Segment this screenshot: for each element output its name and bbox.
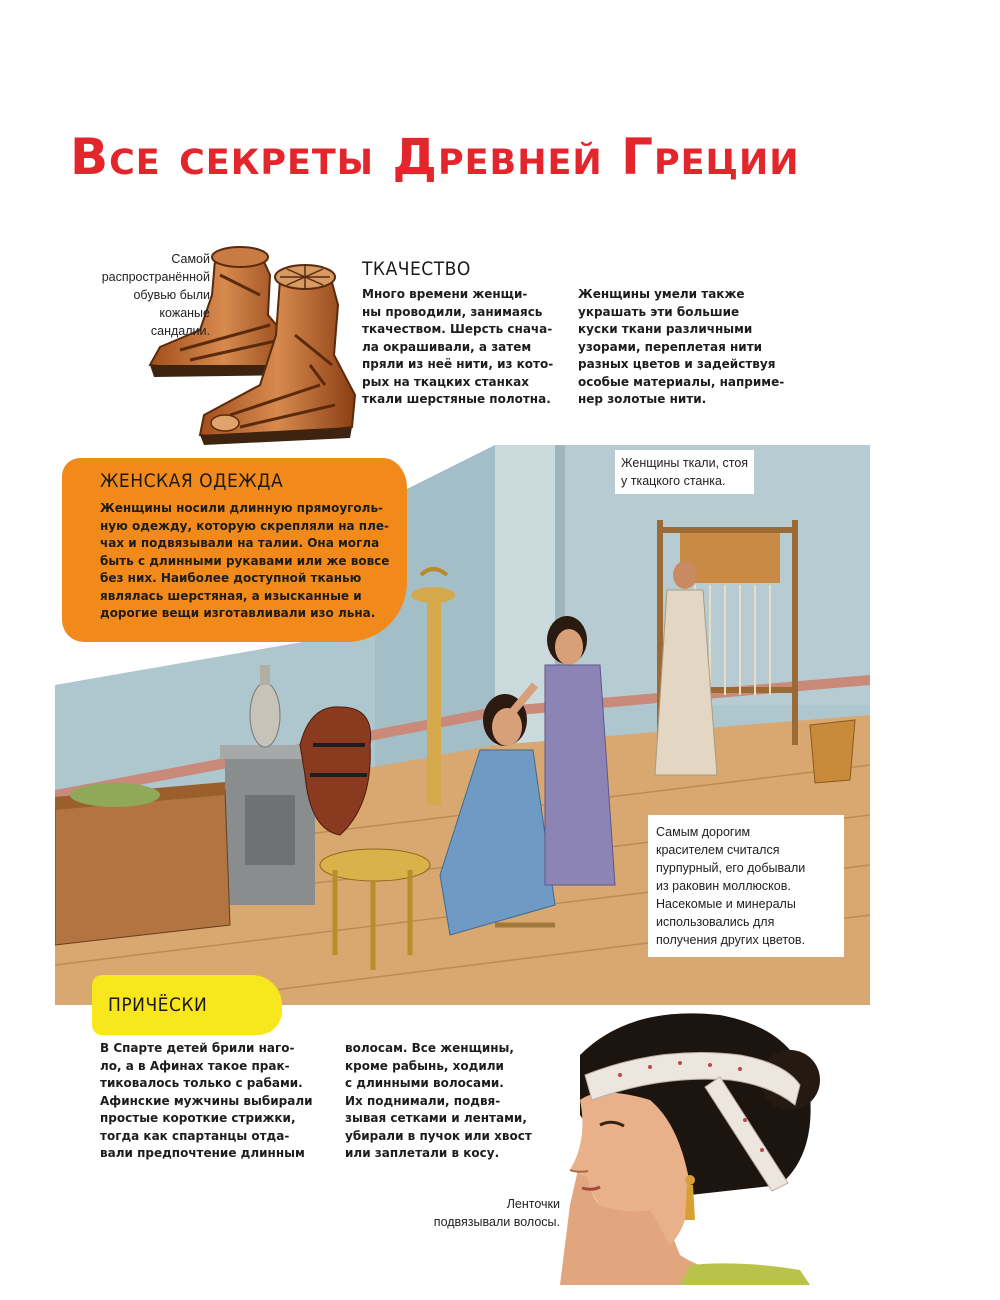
- caption-line: пурпурный, его добывали: [656, 861, 806, 875]
- text-line: куски ткани различными: [578, 322, 753, 336]
- text-line: чах и подвязывали на талии. Она могла: [100, 536, 380, 550]
- loom-caption: [615, 450, 754, 494]
- text-line: кроме рабынь, ходили: [345, 1058, 504, 1073]
- caption-line: Ленточки: [506, 1197, 560, 1211]
- text-line: или заплетали в косу.: [345, 1146, 500, 1160]
- text-line: украшать эти большие: [578, 304, 740, 319]
- clothing-text: [100, 500, 400, 623]
- text-line: тиковалось только с рабами.: [100, 1076, 303, 1090]
- caption-line: обувью были: [133, 288, 210, 302]
- text-line: волосам. Все женщины,: [345, 1041, 514, 1055]
- text-line: ла окрашивали, а затем: [362, 339, 532, 354]
- text-line: простые короткие стрижки,: [100, 1111, 296, 1125]
- caption-line: Насекомые и минералы: [656, 897, 796, 911]
- text-line: ло, а в Афинах такое прак-: [100, 1058, 290, 1073]
- text-line: Афинские мужчины выбирали: [100, 1093, 313, 1108]
- clothing-heading: ЖЕНСКАЯ ОДЕЖДА: [100, 470, 284, 492]
- caption-line: кожаные: [159, 306, 210, 320]
- weaving-text-col2: [578, 286, 803, 409]
- text-line: ткали шерстяные полотна.: [362, 392, 551, 406]
- caption-line: у ткацкого станка.: [621, 474, 726, 488]
- text-line: нер золотые нити.: [578, 392, 707, 406]
- hair-text-col1: [100, 1040, 335, 1163]
- text-line: являлась шерстяная, а изысканные и: [100, 588, 362, 603]
- text-line: ткачеством. Шерсть снача-: [362, 322, 553, 336]
- page-title: Все секреты Древней Греции: [70, 128, 800, 186]
- text-line: быть с длинными рукавами или же вовсе: [100, 553, 390, 568]
- text-line: вали предпочтение длинным: [100, 1146, 305, 1160]
- text-line: Женщины умели также: [578, 287, 745, 301]
- text-line: Женщины носили длинную прямоуголь-: [100, 501, 384, 515]
- caption-line: из раковин моллюсков.: [656, 879, 791, 893]
- text-line: тогда как спартанцы отда-: [100, 1128, 290, 1143]
- caption-line: Женщины ткали, стоя: [621, 456, 749, 470]
- text-line: дорогие вещи изготавливали изо льна.: [100, 606, 376, 620]
- text-line: зывая сетками и лентами,: [345, 1111, 527, 1125]
- caption-line: подвязывали волосы.: [433, 1215, 560, 1229]
- caption-line: Самой: [171, 252, 210, 266]
- sandals-caption: [70, 250, 210, 340]
- text-line: узорами, переплетая нити: [578, 339, 763, 354]
- weaving-heading: ТКАЧЕСТВО: [362, 258, 471, 280]
- text-line: В Спарте детей брили наго-: [100, 1041, 295, 1055]
- hair-heading: ПРИЧЁСКИ: [108, 994, 208, 1016]
- text-line: ную одежду, которую скрепляли на пле-: [100, 518, 389, 533]
- weaving-text-col1: [362, 286, 572, 409]
- text-line: особые материалы, наприме-: [578, 374, 785, 389]
- text-line: без них. Наиболее доступной тканью: [100, 571, 362, 585]
- hair-text-col2: [345, 1040, 545, 1163]
- caption-line: сандалии.: [150, 324, 210, 338]
- dye-caption: [648, 815, 844, 957]
- text-line: Много времени женщи-: [362, 287, 528, 301]
- caption-line: получения других цветов.: [656, 933, 806, 947]
- text-line: с длинными волосами.: [345, 1076, 504, 1090]
- caption-line: распространённой: [101, 270, 210, 284]
- text-line: рых на ткацких станках: [362, 374, 529, 389]
- caption-line: красителем считался: [656, 843, 780, 857]
- caption-line: использовались для: [656, 915, 775, 929]
- text-line: пряли из неё нити, из кото-: [362, 357, 554, 371]
- text-line: Их поднимали, подвя-: [345, 1093, 501, 1108]
- ribbon-caption: [420, 1195, 560, 1231]
- text-line: ны проводили, занимаясь: [362, 304, 543, 319]
- text-line: разных цветов и задействуя: [578, 357, 776, 371]
- text-line: убирали в пучок или хвост: [345, 1128, 532, 1143]
- caption-line: Самым дорогим: [656, 825, 751, 839]
- woman-profile-illustration: [540, 1005, 830, 1285]
